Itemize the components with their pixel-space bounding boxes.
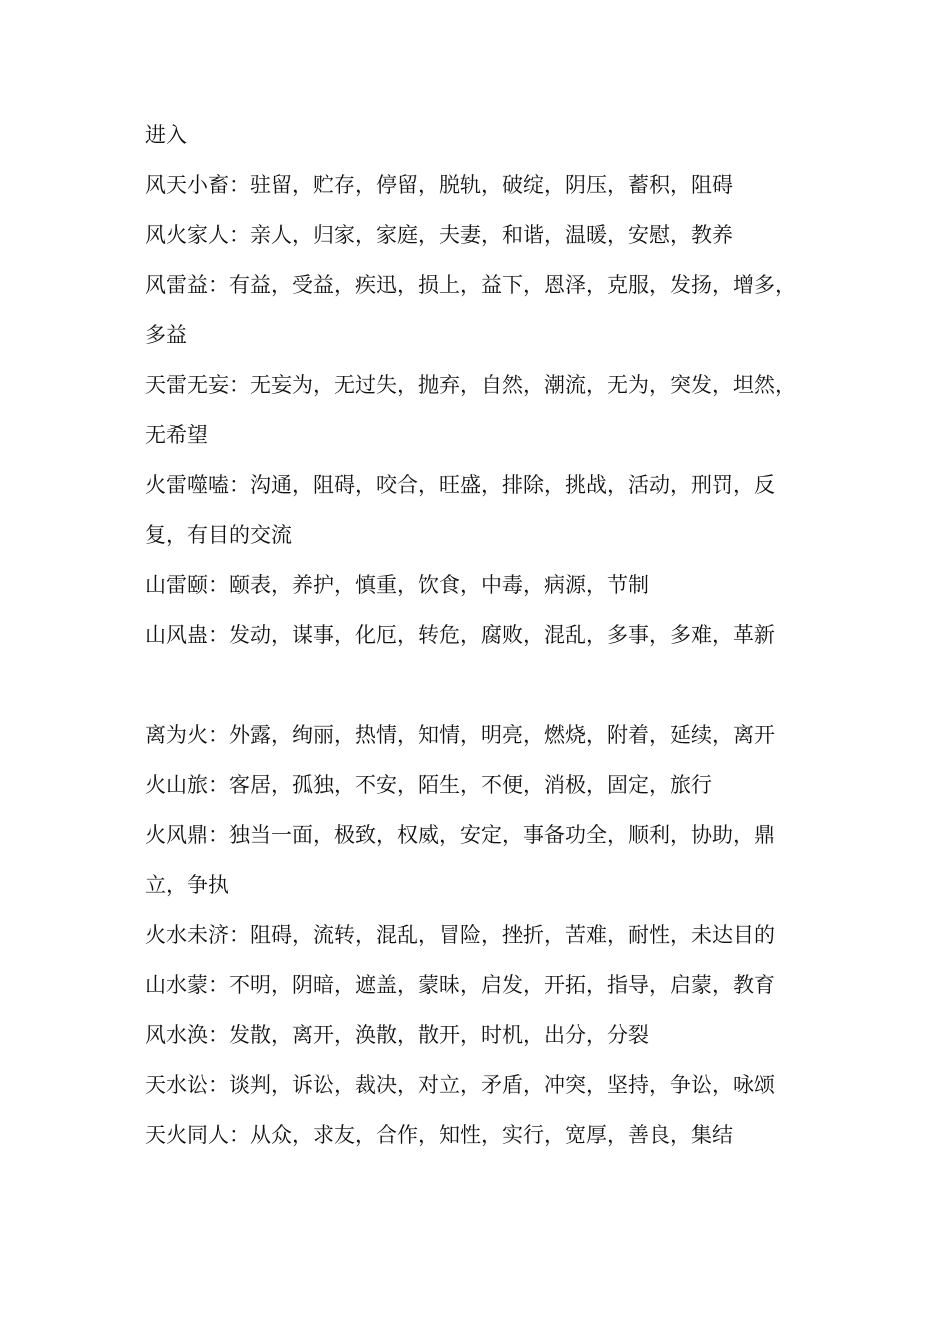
text-line: 天火同人：从众，求友，合作，知性，实行，宽厚，善良，集结 <box>145 1123 733 1147</box>
text-line: 进入 <box>145 123 187 147</box>
text-line: 火雷噬嗑：沟通，阻碍，咬合，旺盛，排除，挑战，活动，刑罚，反 <box>145 473 775 497</box>
text-line: 山风蛊：发动，谋事，化厄，转危，腐败，混乱，多事，多难，革新 <box>145 623 775 647</box>
text-line: 风水涣：发散，离开，涣散，散开，时机，出分，分裂 <box>145 1023 649 1047</box>
text-line: 立，争执 <box>145 873 229 897</box>
text-line: 天水讼：谈判，诉讼，裁决，对立，矛盾，冲突，坚持，争讼，咏颂 <box>145 1073 775 1097</box>
text-line: 火水未济：阻碍，流转，混乱，冒险，挫折，苦难，耐性，未达目的 <box>145 923 775 947</box>
text-line: 山雷颐：颐表，养护，慎重，饮食，中毒，病源，节制 <box>145 573 649 597</box>
text-line: 复，有目的交流 <box>145 523 292 547</box>
text-line: 火山旅：客居，孤独，不安，陌生，不便，消极，固定，旅行 <box>145 773 712 797</box>
text-line: 风火家人：亲人，归家，家庭，夫妻，和谐，温暖，安慰，教养 <box>145 223 733 247</box>
text-line: 风雷益：有益，受益，疾迅，损上，益下，恩泽，克服，发扬，增多， <box>145 273 796 297</box>
text-line: 火风鼎：独当一面，极致，权威，安定，事备功全，顺利，协助，鼎 <box>145 823 775 847</box>
blank-line <box>145 660 810 710</box>
text-line: 多益 <box>145 323 187 347</box>
text-line: 无希望 <box>145 423 208 447</box>
text-line: 离为火：外露，绚丽，热情，知情，明亮，燃烧，附着，延续，离开 <box>145 723 775 747</box>
document-body <box>145 110 810 1160</box>
text-line: 山水蒙：不明，阴暗，遮盖，蒙昧，启发，开拓，指导，启蒙，教育 <box>145 973 775 997</box>
text-line: 风天小畜：驻留，贮存，停留，脱轨，破绽，阴压，蓄积，阻碍 <box>145 173 733 197</box>
text-line: 天雷无妄：无妄为，无过失，抛弃，自然，潮流，无为，突发，坦然， <box>145 373 796 397</box>
